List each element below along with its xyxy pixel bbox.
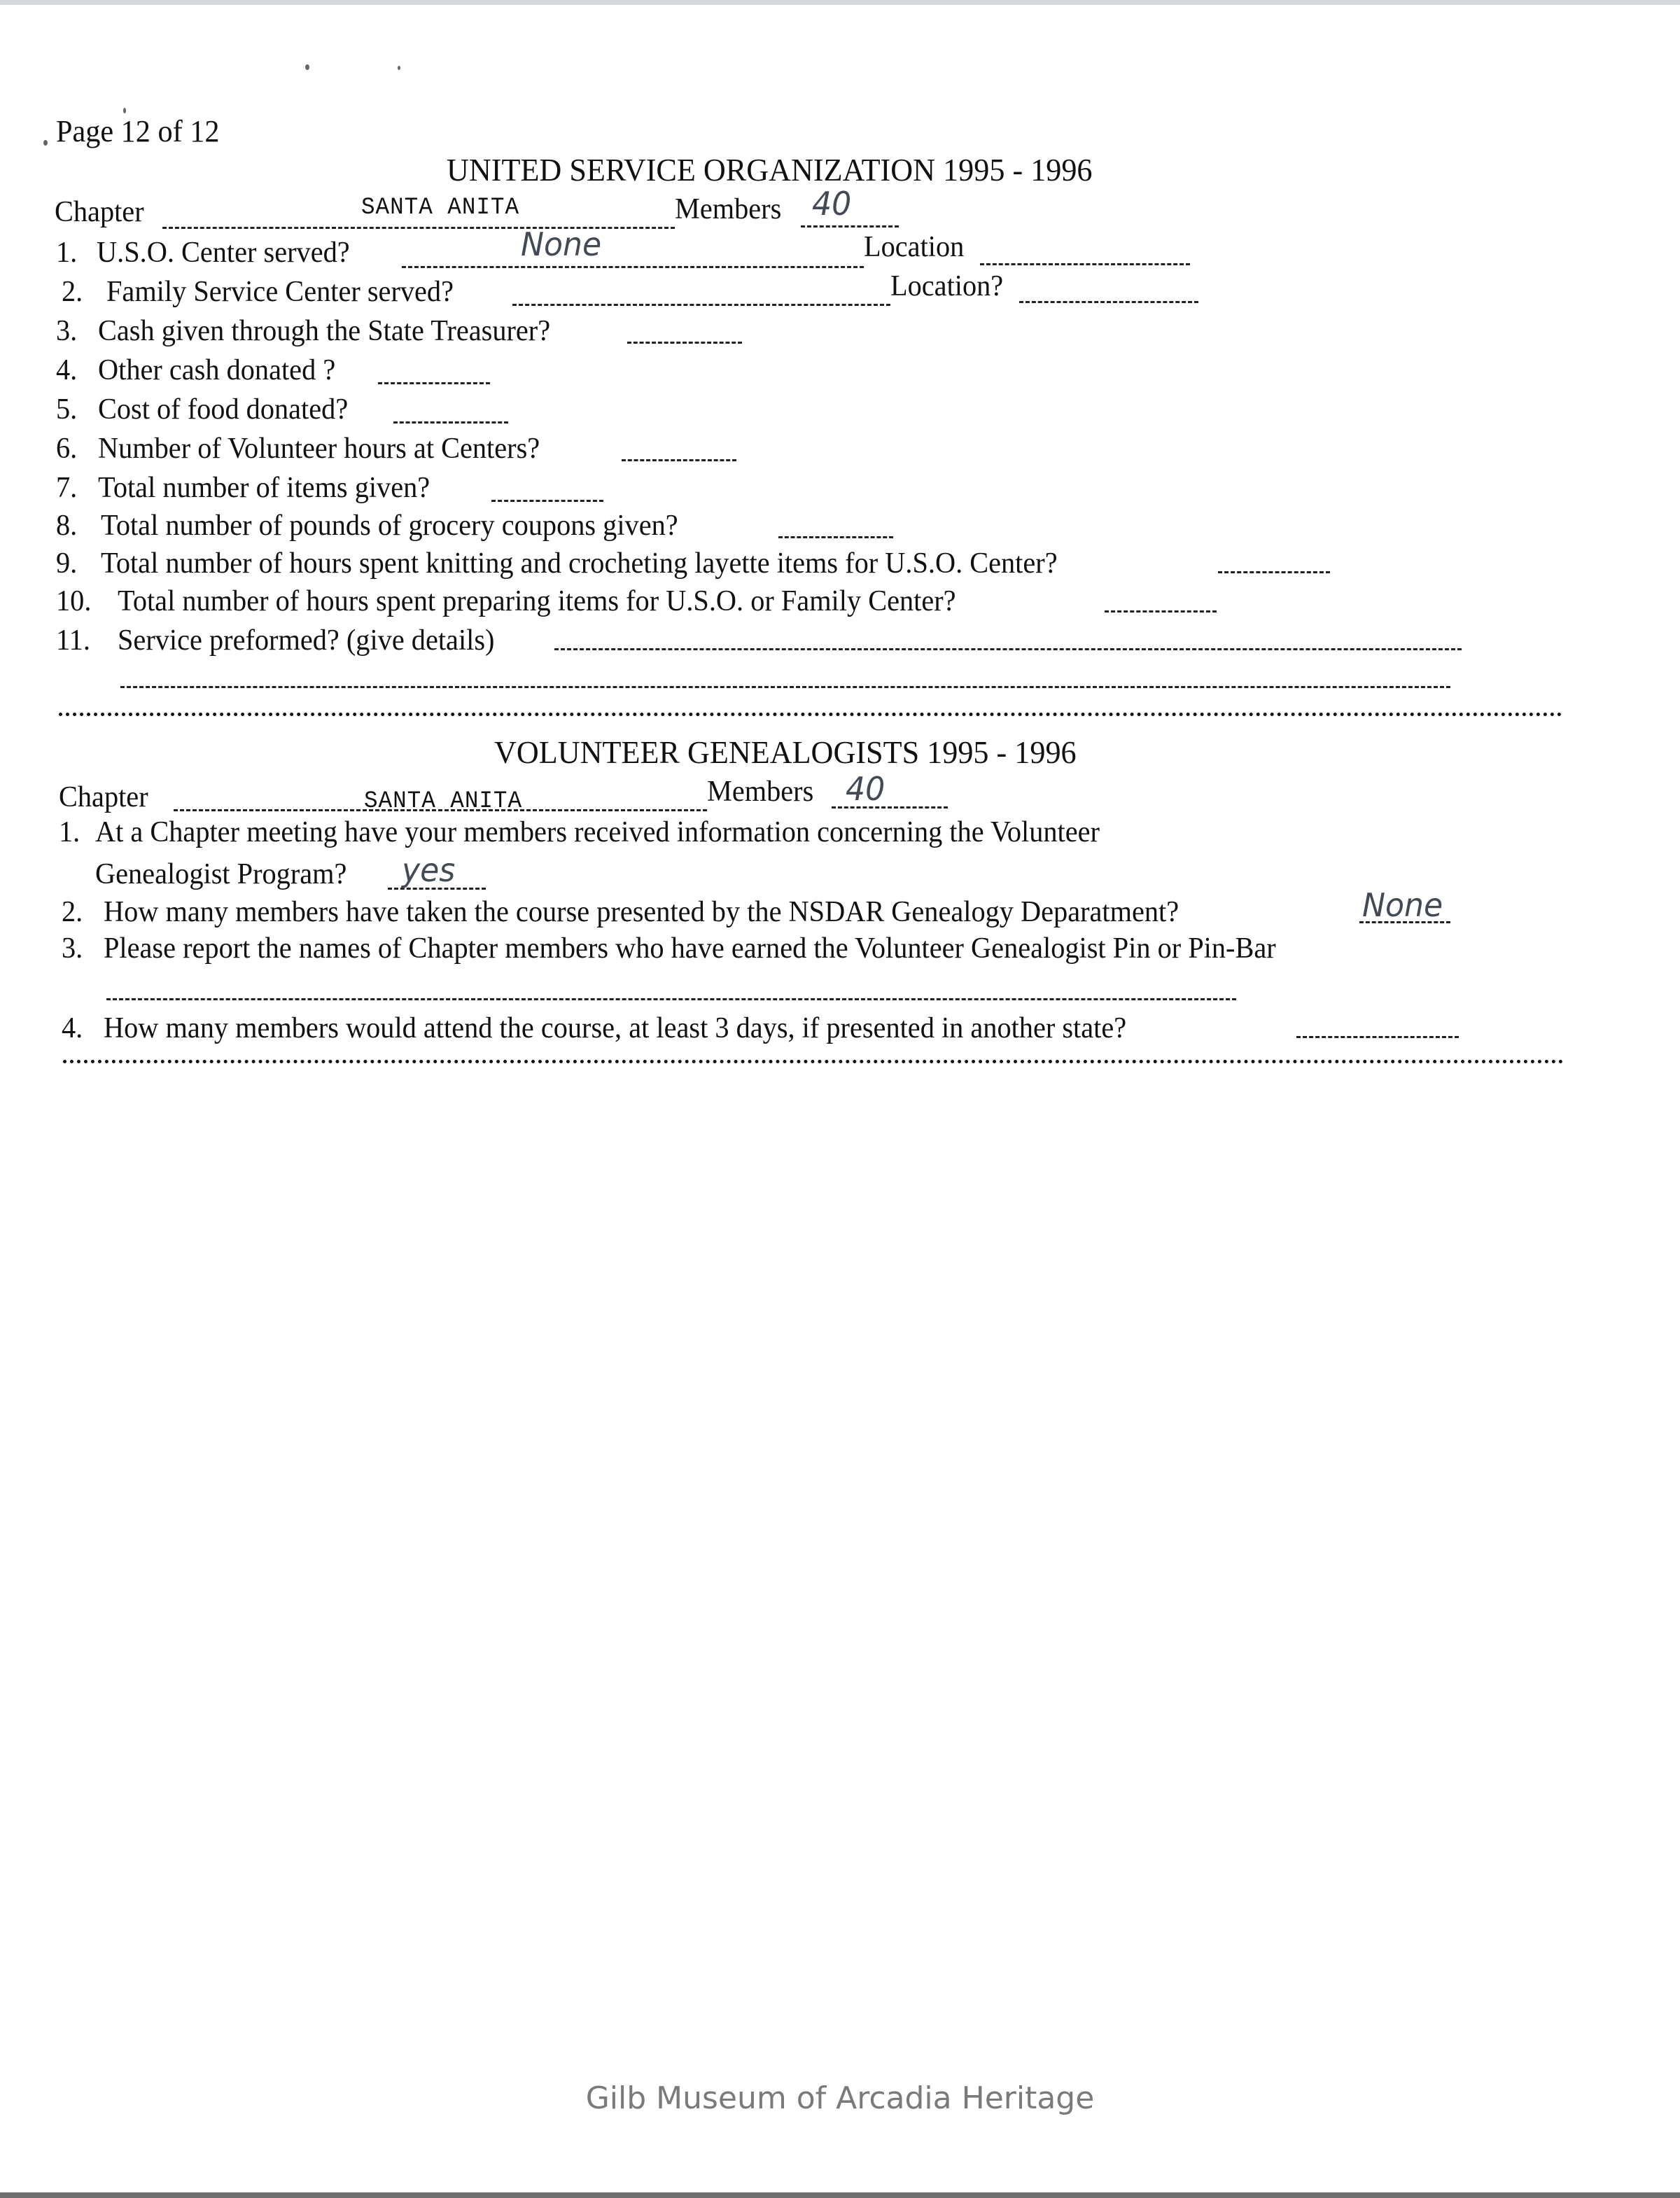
question-text: U.S.O. Center served? bbox=[97, 237, 350, 269]
question-text: Cost of food donated? bbox=[98, 393, 349, 426]
question-text: At a Chapter meeting have your members received information concerning the Volunteer bbox=[95, 816, 1100, 848]
answer-value: None bbox=[521, 225, 602, 263]
question-number: 3. bbox=[62, 932, 83, 965]
answer-field[interactable] bbox=[554, 648, 1462, 650]
question-text: Total number of items given? bbox=[98, 472, 430, 504]
question-text: How many members would attend the course, at least 3 days, if presented in another state? bbox=[104, 1012, 1127, 1044]
watermark-footer: Gilb Museum of Arcadia Heritage bbox=[585, 2080, 1095, 2116]
question-number: 2. bbox=[62, 276, 83, 308]
answer-field[interactable] bbox=[778, 536, 893, 538]
answer-field[interactable] bbox=[1218, 571, 1330, 573]
scan-speck bbox=[43, 140, 48, 146]
question-text: Service preformed? (give details) bbox=[118, 624, 495, 657]
scan-bottom-edge bbox=[0, 2192, 1680, 2198]
page-number: Page 12 of 12 bbox=[56, 114, 220, 148]
question-text: Family Service Center served? bbox=[106, 276, 454, 308]
vg-members-value: 40 bbox=[846, 770, 886, 808]
question-text-continued: Genealogist Program? bbox=[95, 858, 347, 890]
question-number: 2. bbox=[62, 896, 83, 928]
vg-section-title: VOLUNTEER GENEALOGISTS 1995 - 1996 bbox=[494, 734, 1077, 770]
section-separator bbox=[63, 1060, 1564, 1063]
question-number: 10. bbox=[56, 585, 92, 617]
question-number: 9. bbox=[56, 547, 78, 580]
answer-value: None bbox=[1362, 886, 1443, 924]
vg-members-label: Members bbox=[707, 776, 814, 808]
location-label: Location? bbox=[890, 270, 1004, 302]
vg-chapter-label: Chapter bbox=[59, 781, 148, 813]
answer-value: yes bbox=[402, 851, 456, 889]
question-number: 4. bbox=[56, 354, 78, 386]
question-number: 6. bbox=[56, 433, 78, 465]
answer-field[interactable] bbox=[1105, 610, 1217, 612]
uso-members-label: Members bbox=[675, 193, 782, 225]
question-text: Total number of hours spent knitting and crocheting layette items for U.S.O. Center? bbox=[101, 547, 1058, 580]
vg-chapter-value: SANTA ANITA bbox=[364, 788, 523, 815]
question-number: 11. bbox=[56, 624, 90, 657]
question-number: 5. bbox=[56, 393, 78, 426]
answer-field[interactable] bbox=[627, 342, 742, 344]
question-text: Number of Volunteer hours at Centers? bbox=[98, 433, 540, 465]
question-number: 7. bbox=[56, 472, 78, 504]
question-text: Cash given through the State Treasurer? bbox=[98, 315, 551, 347]
location-label: Location bbox=[864, 231, 965, 263]
uso-members-value: 40 bbox=[812, 185, 852, 223]
answer-field-continued[interactable] bbox=[120, 686, 1450, 688]
uso-chapter-label: Chapter bbox=[55, 196, 144, 228]
scan-top-edge bbox=[0, 0, 1680, 5]
scan-speck bbox=[398, 66, 400, 70]
answer-field[interactable] bbox=[378, 382, 490, 384]
answer-field[interactable] bbox=[512, 304, 890, 306]
question-text: Other cash donated ? bbox=[98, 354, 336, 386]
question-number: 1. bbox=[59, 816, 80, 848]
answer-field[interactable] bbox=[1296, 1036, 1459, 1038]
question-number: 4. bbox=[62, 1012, 83, 1044]
section-separator bbox=[59, 713, 1562, 716]
scan-speck bbox=[305, 64, 309, 70]
uso-section-title: UNITED SERVICE ORGANIZATION 1995 - 1996 bbox=[447, 152, 1093, 188]
answer-field[interactable] bbox=[106, 998, 1236, 1000]
question-number: 3. bbox=[56, 315, 78, 347]
question-text: Please report the names of Chapter members who have earned the Volunteer Genealogist Pin or Pin-Bar bbox=[104, 932, 1276, 965]
answer-field[interactable] bbox=[393, 421, 508, 424]
answer-field[interactable] bbox=[402, 266, 864, 268]
uso-members-field[interactable] bbox=[801, 225, 899, 227]
uso-chapter-value: SANTA ANITA bbox=[361, 195, 520, 221]
question-text: How many members have taken the course presented by the NSDAR Genealogy Deparatment? bbox=[104, 896, 1180, 928]
question-number: 8. bbox=[56, 510, 78, 542]
answer-field[interactable] bbox=[622, 459, 736, 461]
question-text: Total number of pounds of grocery coupons given? bbox=[101, 510, 678, 542]
location-field[interactable] bbox=[980, 263, 1190, 265]
question-text: Total number of hours spent preparing items for U.S.O. or Family Center? bbox=[118, 585, 956, 617]
location-field[interactable] bbox=[1019, 301, 1198, 303]
answer-field[interactable] bbox=[491, 500, 603, 502]
question-number: 1. bbox=[56, 237, 78, 269]
scan-speck bbox=[123, 108, 126, 113]
